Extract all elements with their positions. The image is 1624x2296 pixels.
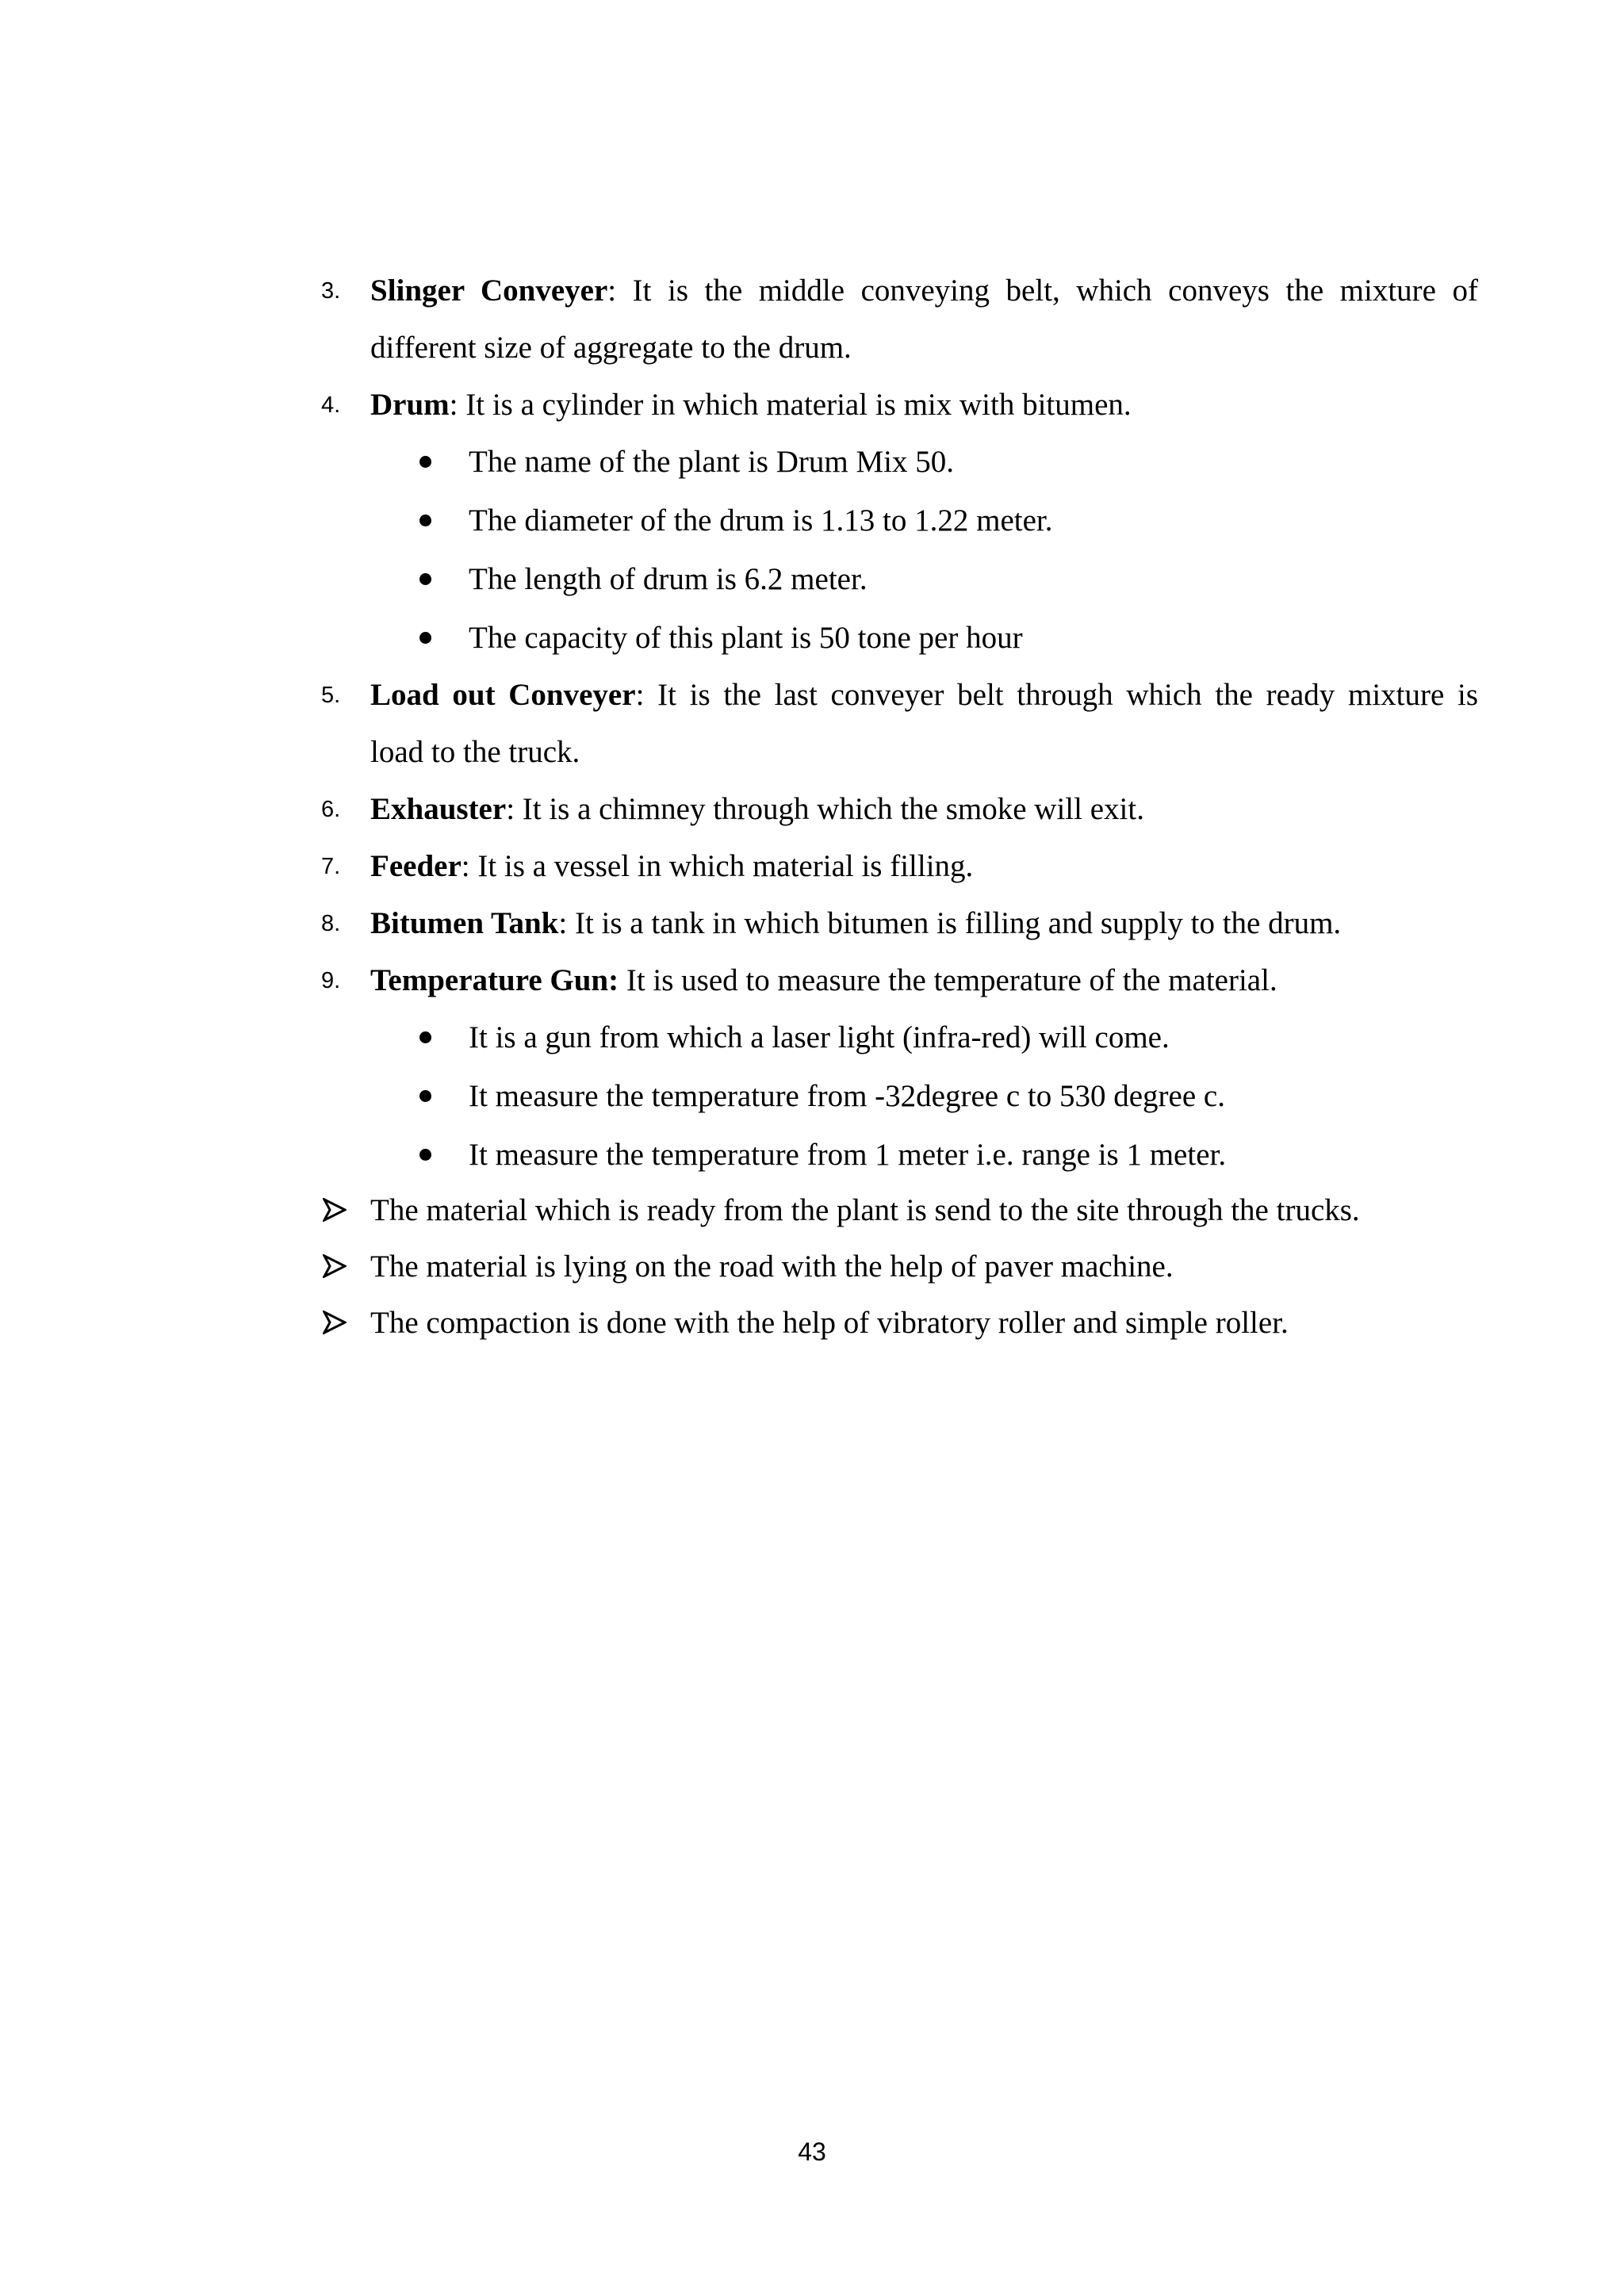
item-text-line <box>370 272 1478 310</box>
bullet-icon <box>419 515 431 526</box>
item-number: 9. <box>321 968 341 993</box>
item-description: : It is a vessel in which material is filling. <box>461 849 974 883</box>
bullet-icon <box>419 573 431 585</box>
item-term: Bitumen Tank <box>370 906 559 940</box>
arrow-point: The compaction is done with the help of vibratory roller and simple roller. <box>370 1306 1289 1340</box>
item-description: : It is a chimney through which the smoke will exit. <box>506 792 1144 826</box>
item-number: 5. <box>321 683 341 708</box>
item-text-line: different size of aggregate to the drum. <box>370 331 852 365</box>
bullet-icon <box>419 456 431 468</box>
item-number: 7. <box>321 854 341 879</box>
item-description: : It is a cylinder in which material is mix with bitumen. <box>449 388 1132 422</box>
page-number: 43 <box>798 2137 826 2166</box>
item-term: Exhauster <box>370 792 507 826</box>
item-text-line <box>370 676 1478 714</box>
bullet-item: The length of drum is 6.2 meter. <box>469 562 868 596</box>
bullet-icon <box>419 1090 431 1102</box>
item-term: Load out Conveyer <box>370 678 636 712</box>
bullet-icon <box>419 1149 431 1161</box>
item-number: 8. <box>321 911 341 936</box>
item-text-line <box>370 790 1144 828</box>
item-description: : It is the middle conveying belt, which conveys the mixture of <box>607 274 1478 308</box>
item-description: : It is the last conveyer belt through which the ready mixture is <box>635 678 1478 712</box>
item-text-line <box>370 848 973 886</box>
item-term: Slinger Conveyer <box>370 274 608 308</box>
bullet-item: The name of the plant is Drum Mix 50. <box>469 445 954 479</box>
item-text-line <box>370 962 1277 1000</box>
item-term: Drum <box>370 388 450 422</box>
item-number: 6. <box>321 797 341 822</box>
arrow-point: The material which is ready from the plant is send to the site through the trucks. <box>370 1193 1360 1227</box>
bullet-item: It measure the temperature from 1 meter i.e. range is 1 meter. <box>469 1138 1227 1172</box>
item-text-line <box>370 905 1341 943</box>
bullet-item: It measure the temperature from -32degree c to 530 degree c. <box>469 1079 1225 1113</box>
item-number: 4. <box>321 392 341 418</box>
item-term: Feeder <box>370 849 462 883</box>
item-text-line <box>370 386 1132 424</box>
arrow-bullet-icon <box>323 1254 347 1278</box>
item-text-line: load to the truck. <box>370 735 580 769</box>
item-number: 3. <box>321 278 341 304</box>
arrow-bullet-icon <box>323 1311 347 1334</box>
bullet-item: The capacity of this plant is 50 tone per hour <box>469 621 1023 655</box>
bullet-icon <box>419 632 431 644</box>
item-description: : It is a tank in which bitumen is filling and supply to the drum. <box>558 906 1342 940</box>
arrow-bullet-icon <box>323 1198 347 1222</box>
bullet-item: It is a gun from which a laser light (infra-red) will come. <box>469 1020 1170 1054</box>
bullet-icon <box>419 1031 431 1043</box>
item-term: Temperature Gun: <box>370 963 619 997</box>
item-description: It is used to measure the temperature of the material. <box>619 963 1277 997</box>
arrow-point: The material is lying on the road with the help of paver machine. <box>370 1249 1174 1284</box>
bullet-item: The diameter of the drum is 1.13 to 1.22 meter. <box>469 503 1053 538</box>
